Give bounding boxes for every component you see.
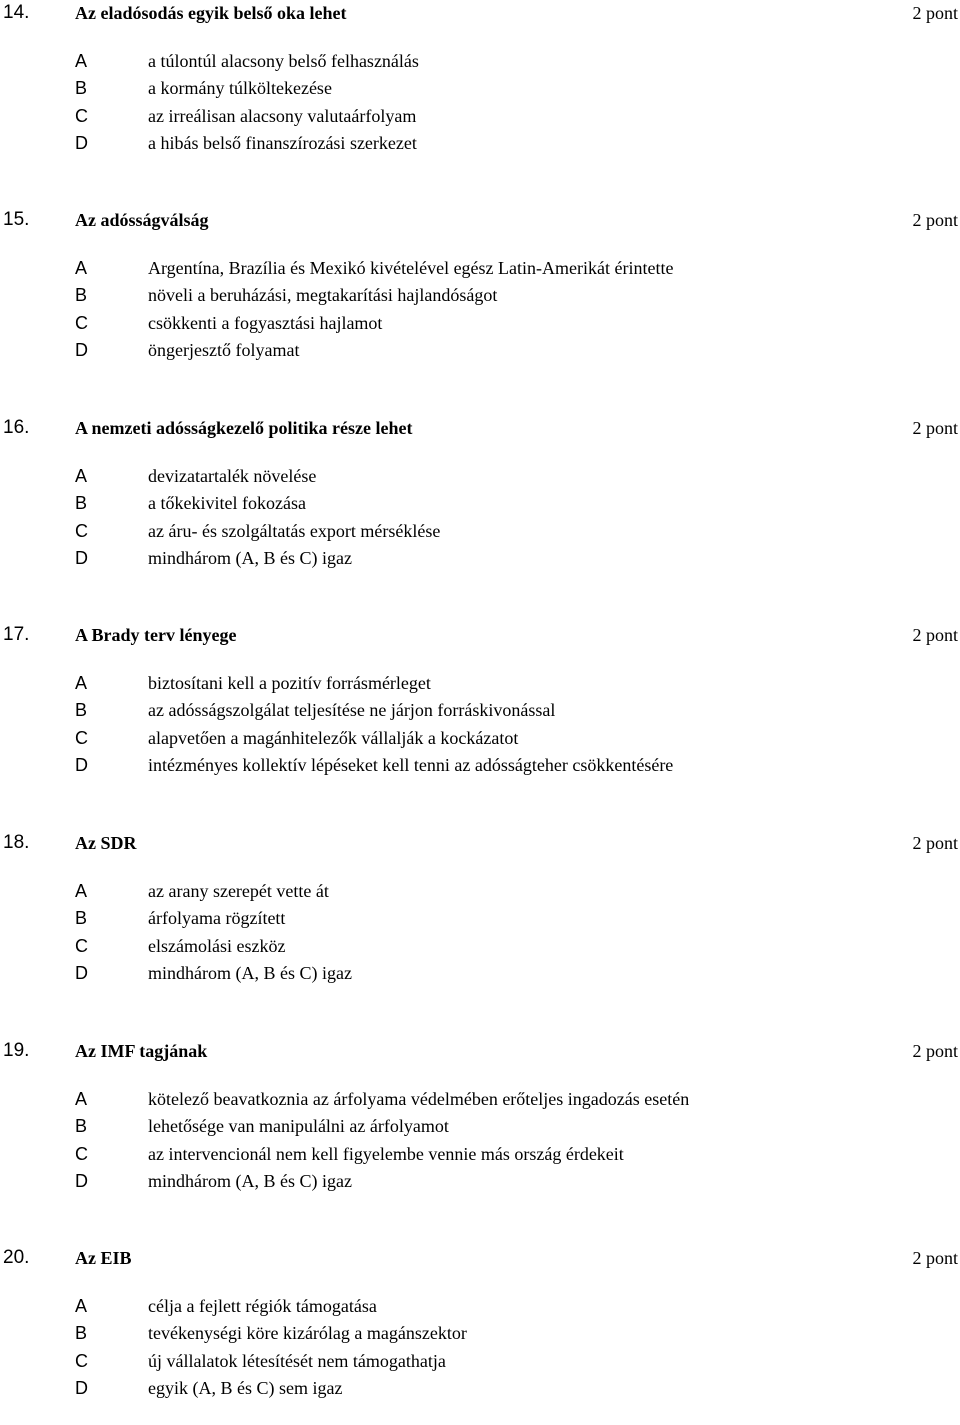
answer-option-c[interactable]	[0, 310, 960, 337]
option-text: növeli a beruházási, megtakarítási hajlandóságot	[148, 285, 498, 306]
answer-option-c[interactable]	[0, 1141, 960, 1168]
answer-options	[0, 878, 960, 988]
answer-option-a[interactable]	[0, 48, 960, 75]
question-15	[0, 207, 960, 387]
question-14	[0, 0, 960, 180]
answer-option-a[interactable]	[0, 878, 960, 905]
option-letter: D	[75, 755, 88, 776]
option-text: csökkenti a fogyasztási hajlamot	[148, 312, 383, 333]
option-text: az adósságszolgálat teljesítése ne járjon forráskivonással	[148, 700, 556, 721]
question-number: 18.	[3, 832, 30, 853]
answer-options	[0, 255, 960, 365]
answer-option-d[interactable]	[0, 1375, 960, 1402]
answer-option-d[interactable]	[0, 960, 960, 987]
option-letter: C	[75, 1143, 88, 1164]
option-text: árfolyama rögzített	[148, 908, 286, 929]
answer-option-c[interactable]	[0, 103, 960, 130]
option-text: tevékenységi köre kizárólag a magánszektor	[148, 1323, 467, 1344]
option-text: az irreálisan alacsony valutaárfolyam	[148, 105, 417, 126]
option-letter: B	[75, 493, 88, 514]
option-text: a tőkekivitel fokozása	[148, 493, 306, 514]
question-number: 20.	[3, 1247, 30, 1268]
option-letter: D	[75, 133, 88, 154]
option-letter: B	[75, 1323, 88, 1344]
answer-option-c[interactable]	[0, 933, 960, 960]
option-letter: D	[75, 340, 88, 361]
answer-options	[0, 48, 960, 158]
question-title: Az IMF tagjának	[75, 1041, 208, 1061]
answer-option-d[interactable]	[0, 130, 960, 157]
question-header	[0, 207, 960, 233]
option-text: a hibás belső finanszírozási szerkezet	[148, 133, 417, 154]
question-points: 2 pont	[912, 418, 958, 438]
answer-option-a[interactable]	[0, 255, 960, 282]
option-letter: C	[75, 520, 88, 541]
answer-option-c[interactable]	[0, 725, 960, 752]
option-letter: D	[75, 1378, 88, 1399]
question-number: 17.	[3, 624, 30, 645]
option-text: az intervencionál nem kell figyelembe vennie más ország érdekeit	[148, 1143, 624, 1164]
option-letter: B	[75, 908, 88, 929]
answer-option-a[interactable]	[0, 1086, 960, 1113]
option-text: új vállalatok létesítését nem támogathatja	[148, 1350, 446, 1371]
question-number: 16.	[3, 417, 30, 438]
answer-option-d[interactable]	[0, 752, 960, 779]
answer-option-a[interactable]	[0, 463, 960, 490]
question-number: 15.	[3, 209, 30, 230]
option-letter: B	[75, 78, 88, 99]
answer-options	[0, 1086, 960, 1196]
option-text: mindhárom (A, B és C) igaz	[148, 548, 352, 569]
question-20	[0, 1245, 960, 1425]
option-letter: D	[75, 548, 88, 569]
answer-option-c[interactable]	[0, 1348, 960, 1375]
option-text: az arany szerepét vette át	[148, 881, 329, 901]
question-title: A nemzeti adósságkezelő politika része lehet	[75, 418, 413, 438]
answer-option-c[interactable]	[0, 518, 960, 545]
answer-option-a[interactable]	[0, 670, 960, 697]
option-letter: C	[75, 1350, 88, 1371]
answer-option-d[interactable]	[0, 545, 960, 572]
option-letter: A	[75, 258, 88, 278]
question-17	[0, 622, 960, 802]
question-points: 2 pont	[912, 625, 958, 645]
option-letter: C	[75, 727, 88, 748]
question-points: 2 pont	[912, 1041, 958, 1061]
answer-options	[0, 1293, 960, 1403]
option-text: a kormány túlköltekezése	[148, 78, 332, 99]
answer-option-b[interactable]	[0, 75, 960, 102]
question-points: 2 pont	[912, 833, 958, 853]
question-number: 14.	[3, 2, 30, 23]
answer-options	[0, 463, 960, 573]
option-letter: B	[75, 700, 88, 721]
option-letter: D	[75, 1171, 88, 1192]
option-text: mindhárom (A, B és C) igaz	[148, 963, 352, 984]
option-text: az áru- és szolgáltatás export mérséklése	[148, 520, 441, 541]
question-number: 19.	[3, 1040, 30, 1061]
option-text: egyik (A, B és C) sem igaz	[148, 1378, 343, 1399]
question-title: Az adósságválság	[75, 210, 209, 230]
question-header	[0, 830, 960, 856]
option-letter: A	[75, 881, 88, 901]
question-title: Az SDR	[75, 833, 137, 853]
question-header	[0, 1245, 960, 1271]
option-text: devizatartalék növelése	[148, 466, 317, 486]
option-letter: C	[75, 935, 88, 956]
answer-options	[0, 670, 960, 780]
option-text: biztosítani kell a pozitív forrásmérleget	[148, 673, 431, 693]
option-letter: A	[75, 466, 88, 486]
answer-option-d[interactable]	[0, 1168, 960, 1195]
answer-option-b[interactable]	[0, 1320, 960, 1347]
option-letter: A	[75, 51, 88, 71]
answer-option-a[interactable]	[0, 1293, 960, 1320]
option-text: célja a fejlett régiók támogatása	[148, 1296, 377, 1316]
option-text: a túlontúl alacsony belső felhasználás	[148, 51, 419, 71]
question-18	[0, 830, 960, 1010]
answer-option-b[interactable]	[0, 905, 960, 932]
question-points: 2 pont	[912, 210, 958, 230]
question-title: Az EIB	[75, 1248, 132, 1268]
option-letter: D	[75, 963, 88, 984]
answer-option-b[interactable]	[0, 282, 960, 309]
option-text: lehetősége van manipulálni az árfolyamot	[148, 1116, 449, 1137]
option-text: intézményes kollektív lépéseket kell tenni az adósságteher csökkentésére	[148, 755, 674, 776]
option-letter: B	[75, 285, 88, 306]
option-text: Argentína, Brazília és Mexikó kivételével egész Latin-Amerikát érintette	[148, 258, 674, 278]
question-header	[0, 1038, 960, 1064]
question-header	[0, 0, 960, 26]
option-letter: C	[75, 105, 88, 126]
answer-option-b[interactable]	[0, 697, 960, 724]
question-16	[0, 415, 960, 595]
option-text: kötelező beavatkoznia az árfolyama védelmében erőteljes ingadozás esetén	[148, 1089, 690, 1109]
option-letter: A	[75, 673, 88, 693]
question-points: 2 pont	[912, 3, 958, 23]
answer-option-d[interactable]	[0, 337, 960, 364]
option-letter: B	[75, 1116, 88, 1137]
option-text: alapvetően a magánhitelezők vállalják a kockázatot	[148, 727, 519, 748]
question-header	[0, 415, 960, 441]
question-header	[0, 622, 960, 648]
question-points: 2 pont	[912, 1248, 958, 1268]
question-19	[0, 1038, 960, 1218]
option-text: elszámolási eszköz	[148, 935, 286, 956]
option-letter: A	[75, 1089, 88, 1109]
answer-option-b[interactable]	[0, 490, 960, 517]
option-text: mindhárom (A, B és C) igaz	[148, 1171, 352, 1192]
question-title: Az eladósodás egyik belső oka lehet	[75, 3, 347, 23]
option-letter: C	[75, 312, 88, 333]
answer-option-b[interactable]	[0, 1113, 960, 1140]
option-text: öngerjesztő folyamat	[148, 340, 300, 361]
question-title: A Brady terv lényege	[75, 625, 237, 645]
option-letter: A	[75, 1296, 88, 1316]
